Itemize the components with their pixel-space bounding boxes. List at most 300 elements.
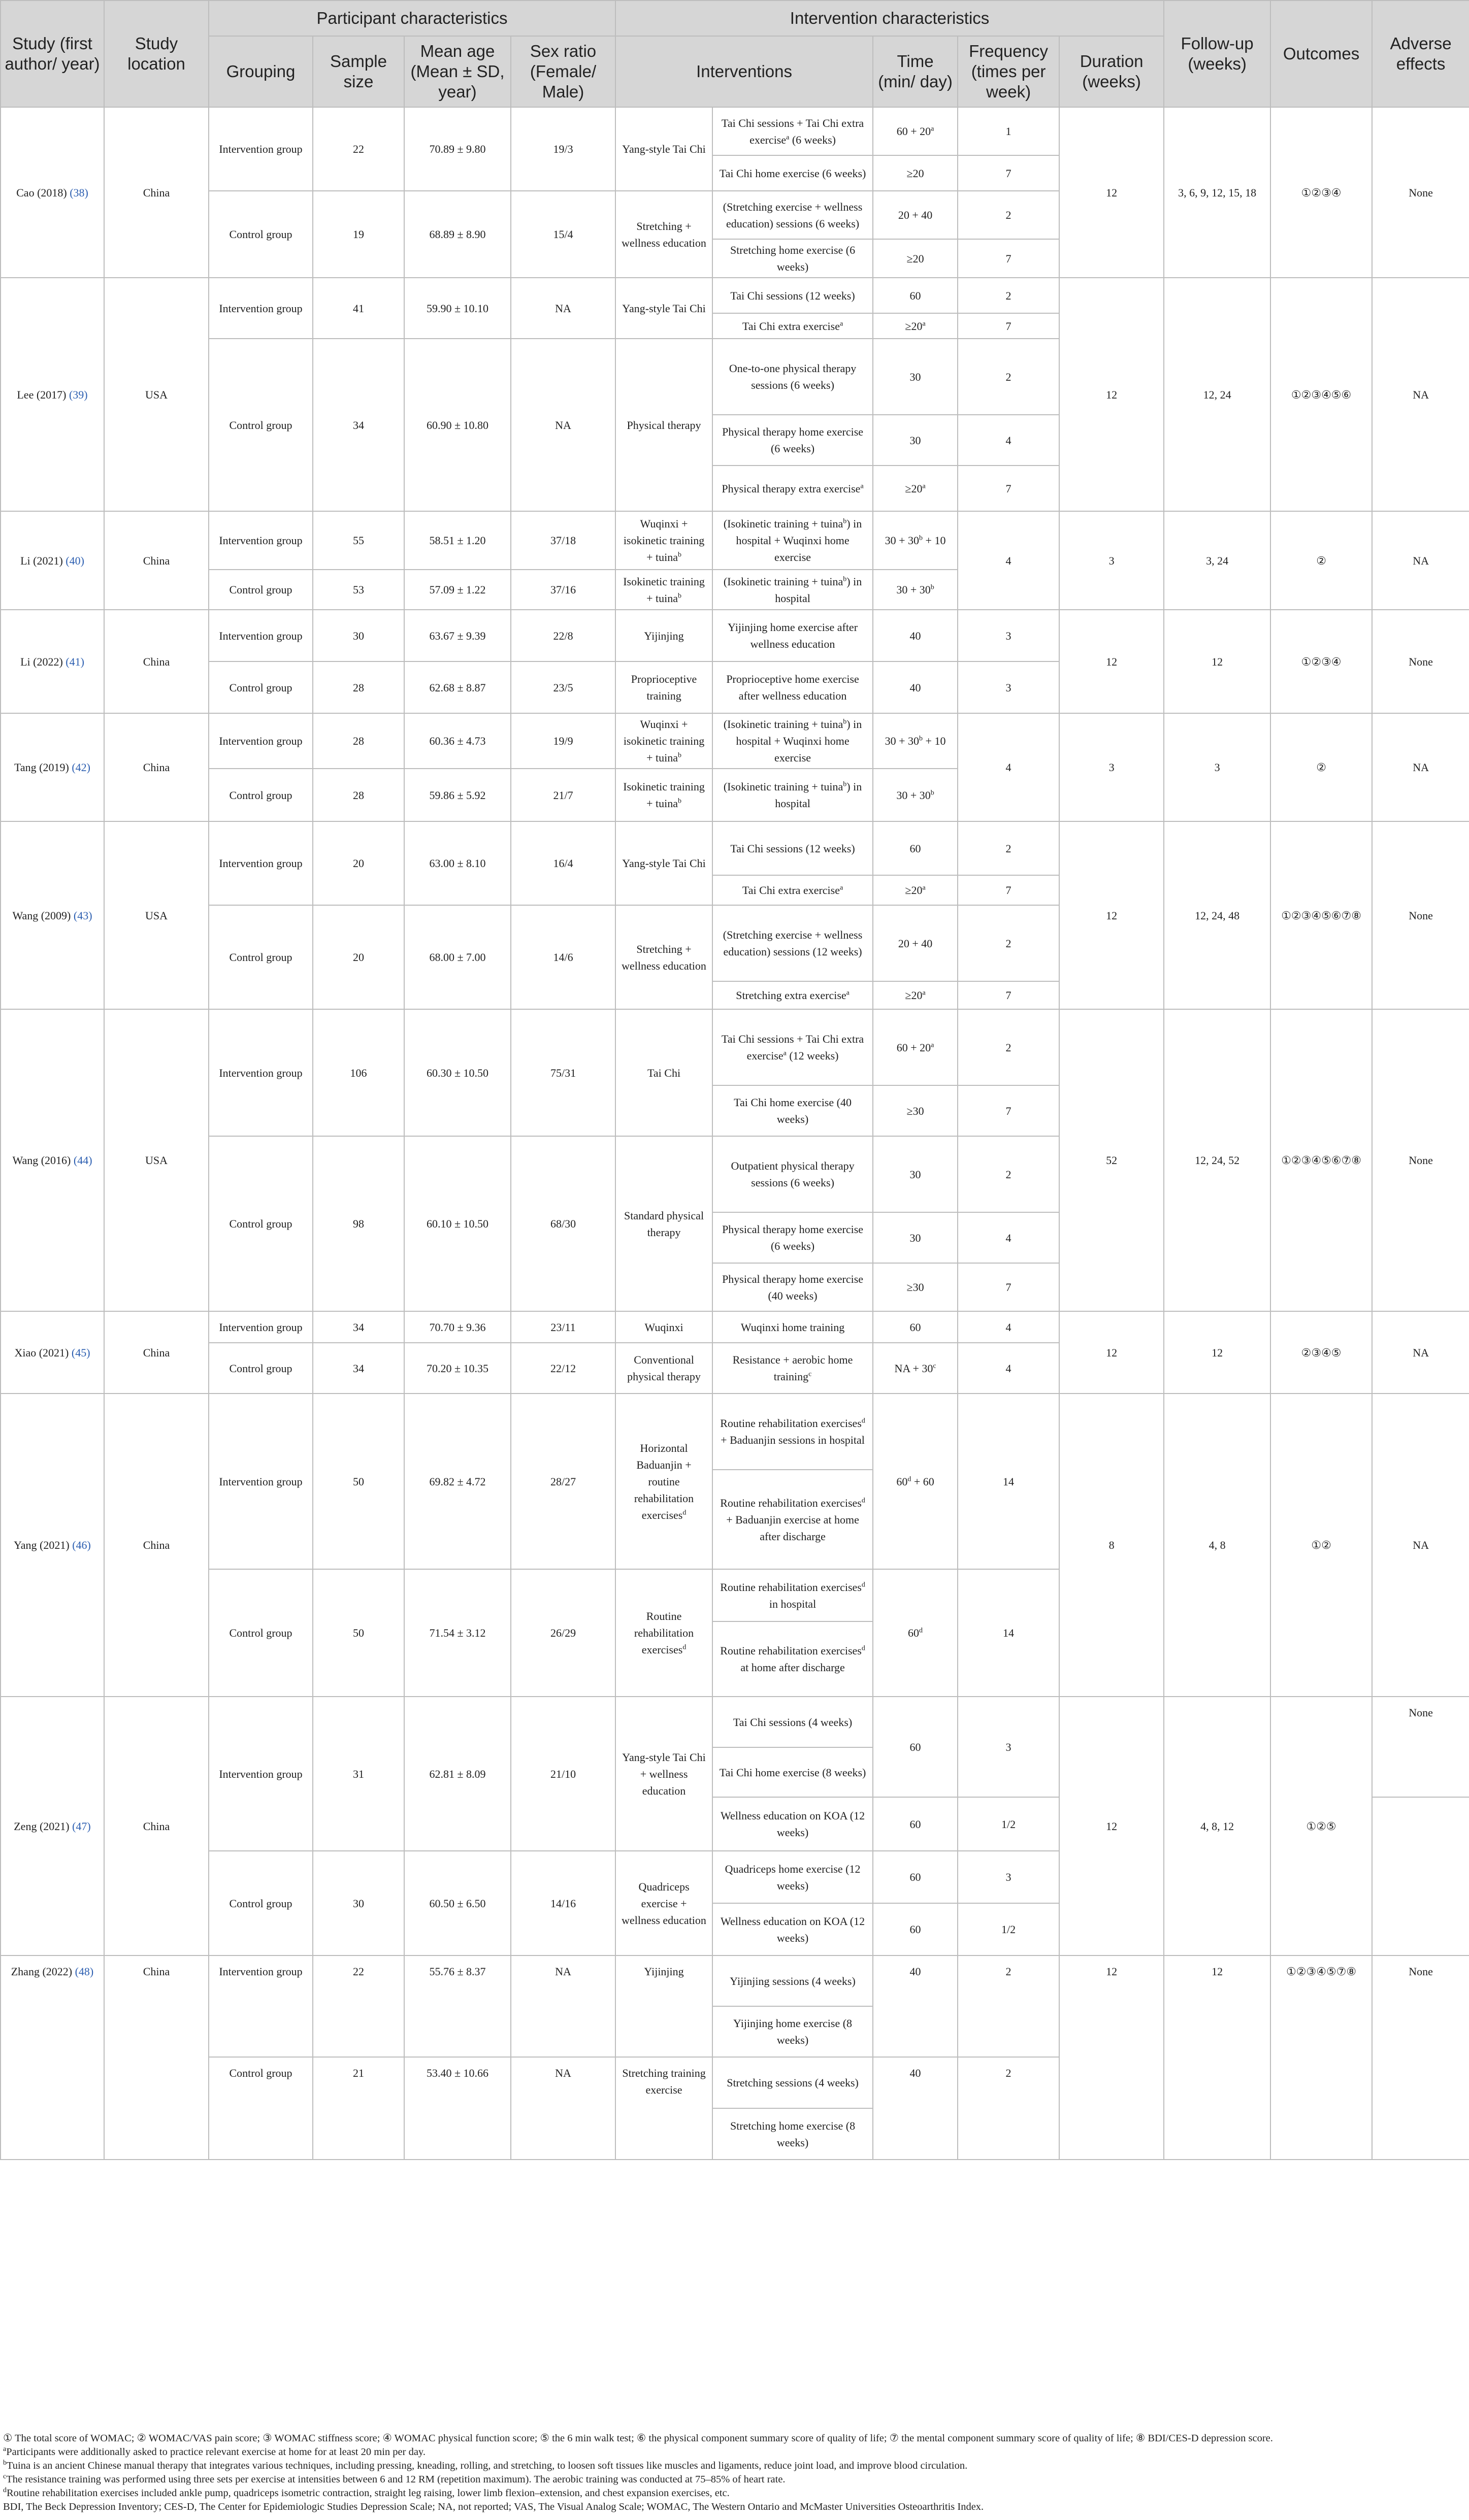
abbreviations: BDI, The Beck Depression Inventory; CES-D, The Center for Epidemiologic Studies Depression Scale; NA, not reported; VAS, The Visual Analog Scale; WOMAC, The Western Ontario and McMaster Universities Osteoarthritis Index. <box>3 2501 984 2512</box>
follow-up-cell: 12, 24 <box>1164 278 1270 511</box>
grouping-cell: Intervention group <box>209 511 313 570</box>
intervention-detail-cell: Yijinjing home exercise after wellness education <box>712 610 873 661</box>
intervention-detail-cell: Routine rehabilitation exercises$^d$ at home after discharge <box>712 1621 873 1697</box>
grouping-cell: Control group <box>209 1343 313 1394</box>
mean-age-cell: 68.89 ± 8.90 <box>404 191 511 278</box>
intervention-arm-cell: Stretching + wellness education <box>615 905 712 1009</box>
adverse-effects-cell: None <box>1372 1955 1469 2160</box>
frequency-cell: 2 <box>958 1955 1059 2057</box>
reference-link[interactable]: (39) <box>69 388 88 401</box>
time-cell: 60 <box>873 1311 958 1343</box>
mean-age-cell: 63.67 ± 9.39 <box>404 610 511 661</box>
grouping-cell: Intervention group <box>209 1955 313 2057</box>
grouping-cell: Intervention group <box>209 1311 313 1343</box>
reference-link[interactable]: (40) <box>66 554 84 567</box>
time-cell: $60 + 20^a$ <box>873 107 958 155</box>
sex-ratio-cell: 19/3 <box>511 107 615 191</box>
grouping-cell: Intervention group <box>209 1697 313 1851</box>
intervention-detail-cell: Tai Chi sessions (4 weeks) <box>712 1697 873 1747</box>
mean-age-cell: 60.10 ± 10.50 <box>404 1136 511 1311</box>
duration-cell: 12 <box>1059 107 1164 278</box>
grouping-cell: Intervention group <box>209 713 313 769</box>
sample-size-cell: 28 <box>313 769 404 821</box>
header-participant-characteristics: Participant characteristics <box>209 1 615 36</box>
intervention-arm-cell: Stretching training exercise <box>615 2057 712 2160</box>
frequency-cell: 2 <box>958 278 1059 313</box>
grouping-cell: Control group <box>209 191 313 278</box>
grouping-cell: Intervention group <box>209 278 313 339</box>
frequency-cell: 7 <box>958 155 1059 191</box>
sample-size-cell: 34 <box>313 1311 404 1343</box>
frequency-cell: 7 <box>958 981 1059 1009</box>
location-cell: China <box>104 713 209 821</box>
intervention-detail-cell: One-to-one physical therapy sessions (6 weeks) <box>712 339 873 415</box>
study-cell: Zhang (2022) (48) <box>1 1955 104 2160</box>
sex-ratio-cell: 16/4 <box>511 821 615 905</box>
intervention-detail-cell: Wellness education on KOA (12 weeks) <box>712 1903 873 1955</box>
header-sex-ratio: Sex ratio (Female/ Male) <box>511 36 615 107</box>
reference-link[interactable]: (42) <box>72 761 90 774</box>
time-cell: $60^d + 60$ <box>873 1394 958 1569</box>
time-cell: ≥30 <box>873 1085 958 1136</box>
follow-up-cell: 3, 24 <box>1164 511 1270 610</box>
location-cell: China <box>104 1697 209 1955</box>
header-grouping: Grouping <box>209 36 313 107</box>
study-cell: Yang (2021) (46) <box>1 1394 104 1697</box>
study-cell: Li (2022) (41) <box>1 610 104 713</box>
sample-size-cell: 20 <box>313 905 404 1009</box>
time-cell: 40 <box>873 1955 958 2057</box>
time-cell: 60$^d$ <box>873 1569 958 1697</box>
time-cell: ≥20 <box>873 155 958 191</box>
table-row <box>1 1394 1469 1470</box>
frequency-cell: 2 <box>958 191 1059 239</box>
intervention-arm-cell: Yang-style Tai Chi <box>615 278 712 339</box>
study-cell: Lee (2017) (39) <box>1 278 104 511</box>
mean-age-cell: 60.90 ± 10.80 <box>404 339 511 511</box>
sample-size-cell: 22 <box>313 1955 404 2057</box>
time-cell: 20 + 40 <box>873 191 958 239</box>
adverse-effects-cell: None <box>1372 610 1469 713</box>
header-outcomes: Outcomes <box>1270 1 1372 107</box>
table-row <box>1 107 1469 155</box>
mean-age-cell: 68.00 ± 7.00 <box>404 905 511 1009</box>
follow-up-cell: 3 <box>1164 713 1270 821</box>
follow-up-cell: 12 <box>1164 1955 1270 2160</box>
sample-size-cell: 55 <box>313 511 404 570</box>
header-interventions: Interventions <box>615 36 873 107</box>
reference-link[interactable]: (45) <box>71 1346 90 1359</box>
frequency-cell: 4 <box>958 1311 1059 1343</box>
intervention-detail-cell: Stretching sessions (4 weeks) <box>712 2057 873 2108</box>
adverse-effects-cell: None <box>1372 1697 1469 1797</box>
sample-size-cell: 50 <box>313 1394 404 1569</box>
sex-ratio-cell: NA <box>511 1955 615 2057</box>
location-cell: China <box>104 610 209 713</box>
frequency-cell: 2 <box>958 821 1059 875</box>
grouping-cell: Control group <box>209 2057 313 2160</box>
intervention-detail-cell: Routine rehabilitation exercises$^d$ in hospital <box>712 1569 873 1621</box>
frequency-cell: 1/2 <box>958 1903 1059 1955</box>
adverse-effects-cell: NA <box>1372 1394 1469 1697</box>
study-cell: Cao (2018) (38) <box>1 107 104 278</box>
duration-cell: 8 <box>1059 1394 1164 1697</box>
sample-size-cell: 34 <box>313 339 404 511</box>
sex-ratio-cell: NA <box>511 2057 615 2160</box>
intervention-arm-cell: Wuqinxi + isokinetic training + tuina$^b$ <box>615 713 712 769</box>
intervention-arm-cell: Isokinetic training + tuina$^b$ <box>615 769 712 821</box>
follow-up-cell: 4, 8, 12 <box>1164 1697 1270 1955</box>
header-study: Study (first author/ year) <box>1 1 104 107</box>
mean-age-cell: 63.00 ± 8.10 <box>404 821 511 905</box>
duration-cell: 12 <box>1059 1955 1164 2160</box>
time-cell: $30 + 30^b + 10$ <box>873 511 958 570</box>
intervention-detail-cell: Tai Chi sessions + Tai Chi extra exercise$^a$ (6 weeks) <box>712 107 873 155</box>
location-cell: China <box>104 1955 209 2160</box>
intervention-arm-cell: Yang-style Tai Chi <box>615 107 712 191</box>
frequency-cell: 7 <box>958 875 1059 905</box>
time-cell: 40 <box>873 2057 958 2160</box>
study-cell: Li (2021) (40) <box>1 511 104 610</box>
follow-up-cell: 12, 24, 48 <box>1164 821 1270 1009</box>
sample-size-cell: 50 <box>313 1569 404 1697</box>
table-row <box>1 610 1469 661</box>
location-cell: China <box>104 107 209 278</box>
time-cell: 20 + 40 <box>873 905 958 981</box>
grouping-cell: Control group <box>209 769 313 821</box>
header-adverse-effects: Adverse effects <box>1372 1 1469 107</box>
intervention-detail-cell: Outpatient physical therapy sessions (6 weeks) <box>712 1136 873 1212</box>
mean-age-cell: 70.20 ± 10.35 <box>404 1343 511 1394</box>
outcomes-cell: ①②③④⑤⑥ <box>1270 278 1372 511</box>
sex-ratio-cell: 22/8 <box>511 610 615 661</box>
sex-ratio-cell: 28/27 <box>511 1394 615 1569</box>
sample-size-cell: 30 <box>313 1851 404 1955</box>
duration-cell: 12 <box>1059 1311 1164 1394</box>
outcomes-cell: ①② <box>1270 1394 1372 1697</box>
sex-ratio-cell: 21/7 <box>511 769 615 821</box>
frequency-cell: 2 <box>958 1136 1059 1212</box>
frequency-cell: 1/2 <box>958 1797 1059 1851</box>
time-cell: $\ge 20^a$ <box>873 981 958 1009</box>
sample-size-cell: 21 <box>313 2057 404 2160</box>
sex-ratio-cell: 19/9 <box>511 713 615 769</box>
duration-cell: 3 <box>1059 713 1164 821</box>
mean-age-cell: 57.09 ± 1.22 <box>404 570 511 610</box>
outcomes-cell: ①②③④⑤⑦⑧ <box>1270 1955 1372 2160</box>
intervention-arm-cell: Tai Chi <box>615 1009 712 1136</box>
follow-up-cell: 12 <box>1164 610 1270 713</box>
sample-size-cell: 28 <box>313 661 404 713</box>
frequency-cell: 7 <box>958 239 1059 278</box>
table-row <box>1 1955 1469 2006</box>
grouping-cell: Control group <box>209 661 313 713</box>
mean-age-cell: 69.82 ± 4.72 <box>404 1394 511 1569</box>
location-cell: USA <box>104 1009 209 1311</box>
intervention-arm-cell: Proprioceptive training <box>615 661 712 713</box>
sample-size-cell: 22 <box>313 107 404 191</box>
table-row <box>1 278 1469 313</box>
mean-age-cell: 55.76 ± 8.37 <box>404 1955 511 2057</box>
intervention-detail-cell: Routine rehabilitation exercises$^d$ + Baduanjin exercise at home after discharge <box>712 1470 873 1569</box>
mean-age-cell: 59.86 ± 5.92 <box>404 769 511 821</box>
intervention-arm-cell: Yijinjing <box>615 1955 712 2057</box>
mean-age-cell: 71.54 ± 3.12 <box>404 1569 511 1697</box>
frequency-cell: 2 <box>958 2057 1059 2160</box>
outcomes-cell: ② <box>1270 713 1372 821</box>
frequency-cell: 3 <box>958 661 1059 713</box>
intervention-detail-cell: Tai Chi sessions (12 weeks) <box>712 278 873 313</box>
reference-link[interactable]: (44) <box>73 1154 92 1167</box>
reference-link[interactable]: (47) <box>72 1819 91 1833</box>
sex-ratio-cell: 37/18 <box>511 511 615 570</box>
header-follow-up: Follow-up (weeks) <box>1164 1 1270 107</box>
time-cell: 30 <box>873 339 958 415</box>
intervention-detail-cell: Routine rehabilitation exercises$^d$ + Baduanjin sessions in hospital <box>712 1394 873 1470</box>
frequency-cell: 4 <box>958 1343 1059 1394</box>
mean-age-cell: 62.68 ± 8.87 <box>404 661 511 713</box>
time-cell: ≥20 <box>873 239 958 278</box>
reference-link[interactable]: (46) <box>72 1539 91 1551</box>
follow-up-cell: 12 <box>1164 1311 1270 1394</box>
frequency-cell: 4 <box>958 511 1059 610</box>
reference-link[interactable]: (41) <box>66 655 84 668</box>
duration-cell: 3 <box>1059 511 1164 610</box>
follow-up-cell: 4, 8 <box>1164 1394 1270 1697</box>
intervention-detail-cell: Wellness education on KOA (12 weeks) <box>712 1797 873 1851</box>
sex-ratio-cell: 23/5 <box>511 661 615 713</box>
sample-size-cell: 98 <box>313 1136 404 1311</box>
adverse-effects-cell: NA <box>1372 1311 1469 1394</box>
frequency-cell: 3 <box>958 1851 1059 1903</box>
sample-size-cell: 53 <box>313 570 404 610</box>
intervention-detail-cell: Resistance + aerobic home training$^c$ <box>712 1343 873 1394</box>
intervention-arm-cell: Yang-style Tai Chi + wellness education <box>615 1697 712 1851</box>
header-mean-age: Mean age (Mean ± SD, year) <box>404 36 511 107</box>
frequency-cell: 14 <box>958 1394 1059 1569</box>
time-cell: $30 + 30^b$ <box>873 769 958 821</box>
study-cell: Wang (2009) (43) <box>1 821 104 1009</box>
frequency-cell: 3 <box>958 1697 1059 1797</box>
sample-size-cell: 20 <box>313 821 404 905</box>
intervention-detail-cell: Yijinjing sessions (4 weeks) <box>712 1955 873 2006</box>
intervention-detail-cell: (Stretching exercise + wellness education) sessions (12 weeks) <box>712 905 873 981</box>
sample-size-cell: 19 <box>313 191 404 278</box>
study-cell: Tang (2019) (42) <box>1 713 104 821</box>
frequency-cell: 14 <box>958 1569 1059 1697</box>
duration-cell: 12 <box>1059 821 1164 1009</box>
outcomes-cell: ①②③④⑤⑥⑦⑧ <box>1270 821 1372 1009</box>
location-cell: USA <box>104 278 209 511</box>
mean-age-cell: 62.81 ± 8.09 <box>404 1697 511 1851</box>
intervention-arm-cell: Isokinetic training + tuina$^b$ <box>615 570 712 610</box>
sample-size-cell: 41 <box>313 278 404 339</box>
sample-size-cell: 31 <box>313 1697 404 1851</box>
time-cell: ≥30 <box>873 1263 958 1311</box>
table-row <box>1 713 1469 769</box>
header-frequency: Frequency (times per week) <box>958 36 1059 107</box>
intervention-arm-cell: Conventional physical therapy <box>615 1343 712 1394</box>
footnote-a: $^a$Participants were additionally asked to practice relevant exercise at home for at least 20 min per day. <box>3 2445 426 2458</box>
adverse-effects-cell: NA <box>1372 278 1469 511</box>
time-cell: 40 <box>873 610 958 661</box>
intervention-detail-cell: Proprioceptive home exercise after wellness education <box>712 661 873 713</box>
intervention-detail-cell: Physical therapy home exercise (6 weeks) <box>712 1212 873 1263</box>
follow-up-cell: 3, 6, 9, 12, 15, 18 <box>1164 107 1270 278</box>
grouping-cell: Intervention group <box>209 610 313 661</box>
intervention-detail-cell: Tai Chi home exercise (8 weeks) <box>712 1747 873 1797</box>
sample-size-cell: 34 <box>313 1343 404 1394</box>
sex-ratio-cell: 14/16 <box>511 1851 615 1955</box>
table-row <box>1 511 1469 570</box>
location-cell: USA <box>104 821 209 1009</box>
table-row <box>1 1009 1469 1085</box>
duration-cell: 12 <box>1059 1697 1164 1955</box>
intervention-arm-cell: Routine rehabilitation exercises$^d$ <box>615 1569 712 1697</box>
outcome-legend: ① The total score of WOMAC; ② WOMAC/VAS pain score; ③ WOMAC stiffness score; ④ WOMAC physical function score; ⑤ the 6 min walk test; ⑥ the physical component summary score of quality of life; ⑦ the mental component summary score of quality of life; ⑧ BDI/CES-D depression score. <box>3 2433 1273 2444</box>
study-cell: Zeng (2021) (47) <box>1 1697 104 1955</box>
grouping-cell: Intervention group <box>209 107 313 191</box>
mean-age-cell: 70.89 ± 9.80 <box>404 107 511 191</box>
intervention-arm-cell: Quadriceps exercise + wellness education <box>615 1851 712 1955</box>
time-cell: NA + $30^c$ <box>873 1343 958 1394</box>
intervention-arm-cell: Stretching + wellness education <box>615 191 712 278</box>
location-cell: China <box>104 1311 209 1394</box>
study-cell: Wang (2016) (44) <box>1 1009 104 1311</box>
intervention-detail-cell: Tai Chi extra exercise$^a$ <box>712 313 873 339</box>
frequency-cell: 7 <box>958 313 1059 339</box>
outcomes-cell: ② <box>1270 511 1372 610</box>
grouping-cell: Intervention group <box>209 821 313 905</box>
intervention-detail-cell: Tai Chi home exercise (40 weeks) <box>712 1085 873 1136</box>
mean-age-cell: 60.36 ± 4.73 <box>404 713 511 769</box>
duration-cell: 12 <box>1059 278 1164 511</box>
grouping-cell: Control group <box>209 339 313 511</box>
table-header <box>1 1 1469 107</box>
footnote-d: $^d$Routine rehabilitation exercises included ankle pump, quadriceps isometric contraction, straight leg raising, lower limb flexion–extension, and chest expansion exercises, etc. <box>3 2486 730 2499</box>
intervention-detail-cell: Wuqinxi home training <box>712 1311 873 1343</box>
sample-size-cell: 30 <box>313 610 404 661</box>
time-cell: 60 <box>873 278 958 313</box>
mean-age-cell: 59.90 ± 10.10 <box>404 278 511 339</box>
table-row <box>1 821 1469 875</box>
mean-age-cell: 70.70 ± 9.36 <box>404 1311 511 1343</box>
sex-ratio-cell: 22/12 <box>511 1343 615 1394</box>
frequency-cell: 4 <box>958 1212 1059 1263</box>
reference-link[interactable]: (38) <box>70 186 88 199</box>
time-cell: 60 <box>873 1797 958 1851</box>
footnote-b: $^b$Tuina is an ancient Chinese manual therapy that integrates various techniques, including pressing, kneading, rolling, and stretching, to loosen soft tissues like muscles and ligaments, reduce joint load, and improve blood circulation. <box>3 2459 968 2471</box>
frequency-cell: 4 <box>958 713 1059 821</box>
frequency-cell: 7 <box>958 1085 1059 1136</box>
intervention-arm-cell: Horizontal Baduanjin + routine rehabilitation exercises$^d$ <box>615 1394 712 1569</box>
intervention-detail-cell: Physical therapy extra exercise$^a$ <box>712 466 873 511</box>
sample-size-cell: 106 <box>313 1009 404 1136</box>
time-cell: $30 + 30^b$ <box>873 570 958 610</box>
grouping-cell: Control group <box>209 1851 313 1955</box>
sex-ratio-cell: 21/10 <box>511 1697 615 1851</box>
sex-ratio-cell: 37/16 <box>511 570 615 610</box>
intervention-detail-cell: Yijinjing home exercise (8 weeks) <box>712 2006 873 2057</box>
grouping-cell: Control group <box>209 570 313 610</box>
intervention-detail-cell: (Isokinetic training + tuina$^b$) in hospital <box>712 769 873 821</box>
frequency-cell: 7 <box>958 466 1059 511</box>
table-row <box>1 1311 1469 1343</box>
intervention-detail-cell: Tai Chi sessions + Tai Chi extra exercise$^a$ (12 weeks) <box>712 1009 873 1085</box>
frequency-cell: 2 <box>958 905 1059 981</box>
outcomes-cell: ①②⑤ <box>1270 1697 1372 1955</box>
location-cell: China <box>104 1394 209 1697</box>
header-location: Study location <box>104 1 209 107</box>
adverse-effects-cell: NA <box>1372 713 1469 821</box>
time-cell: $60 + 20^a$ <box>873 1009 958 1085</box>
sex-ratio-cell: 68/30 <box>511 1136 615 1311</box>
study-cell: Xiao (2021) (45) <box>1 1311 104 1394</box>
header-sample-size: Sample size <box>313 36 404 107</box>
intervention-arm-cell: Physical therapy <box>615 339 712 511</box>
sex-ratio-cell: 15/4 <box>511 191 615 278</box>
grouping-cell: Intervention group <box>209 1009 313 1136</box>
intervention-detail-cell: Stretching home exercise (6 weeks) <box>712 239 873 278</box>
adverse-effects-cell: None <box>1372 821 1469 1009</box>
adverse-effects-empty <box>1372 1797 1469 1955</box>
frequency-cell: 2 <box>958 1009 1059 1085</box>
time-cell: 60 <box>873 1903 958 1955</box>
intervention-detail-cell: Tai Chi home exercise (6 weeks) <box>712 155 873 191</box>
sample-size-cell: 28 <box>313 713 404 769</box>
intervention-detail-cell: Tai Chi extra exercise$^a$ <box>712 875 873 905</box>
intervention-arm-cell: Wuqinxi <box>615 1311 712 1343</box>
grouping-cell: Control group <box>209 905 313 1009</box>
time-cell: 60 <box>873 1697 958 1797</box>
intervention-arm-cell: Standard physical therapy <box>615 1136 712 1311</box>
intervention-detail-cell: (Stretching exercise + wellness education) sessions (6 weeks) <box>712 191 873 239</box>
mean-age-cell: 60.30 ± 10.50 <box>404 1009 511 1136</box>
frequency-cell: 3 <box>958 610 1059 661</box>
grouping-cell: Intervention group <box>209 1394 313 1569</box>
mean-age-cell: 58.51 ± 1.20 <box>404 511 511 570</box>
intervention-arm-cell: Yang-style Tai Chi <box>615 821 712 905</box>
time-cell: $\ge 20^a$ <box>873 875 958 905</box>
frequency-cell: 7 <box>958 1263 1059 1311</box>
time-cell: 60 <box>873 1851 958 1903</box>
footnote-c: $^c$The resistance training was performed using three sets per exercise at intensities between 6 and 12 RM (repetition maximum). The aerobic training was conducted at 75–85% of heart rate. <box>3 2473 786 2485</box>
intervention-detail-cell: Stretching home exercise (8 weeks) <box>712 2108 873 2160</box>
sex-ratio-cell: NA <box>511 339 615 511</box>
sex-ratio-cell: 26/29 <box>511 1569 615 1697</box>
sex-ratio-cell: 14/6 <box>511 905 615 1009</box>
outcomes-cell: ①②③④⑤⑥⑦⑧ <box>1270 1009 1372 1311</box>
sex-ratio-cell: NA <box>511 278 615 339</box>
duration-cell: 52 <box>1059 1009 1164 1311</box>
reference-link[interactable]: (48) <box>75 1965 94 1978</box>
intervention-arm-cell: Yijinjing <box>615 610 712 661</box>
reference-link[interactable]: (43) <box>73 909 92 922</box>
outcomes-cell: ②③④⑤ <box>1270 1311 1372 1394</box>
follow-up-cell: 12, 24, 52 <box>1164 1009 1270 1311</box>
intervention-detail-cell: Physical therapy home exercise (40 weeks) <box>712 1263 873 1311</box>
intervention-detail-cell: Physical therapy home exercise (6 weeks) <box>712 415 873 466</box>
time-cell: 30 <box>873 1212 958 1263</box>
adverse-effects-cell: None <box>1372 107 1469 278</box>
intervention-detail-cell: (Isokinetic training + tuina$^b$) in hospital + Wuqinxi home exercise <box>712 713 873 769</box>
time-cell: $\ge 20^a$ <box>873 313 958 339</box>
table-row <box>1 1697 1469 1747</box>
time-cell: 60 <box>873 821 958 875</box>
outcomes-cell: ①②③④ <box>1270 610 1372 713</box>
duration-cell: 12 <box>1059 610 1164 713</box>
header-time: Time (min/ day) <box>873 36 958 107</box>
